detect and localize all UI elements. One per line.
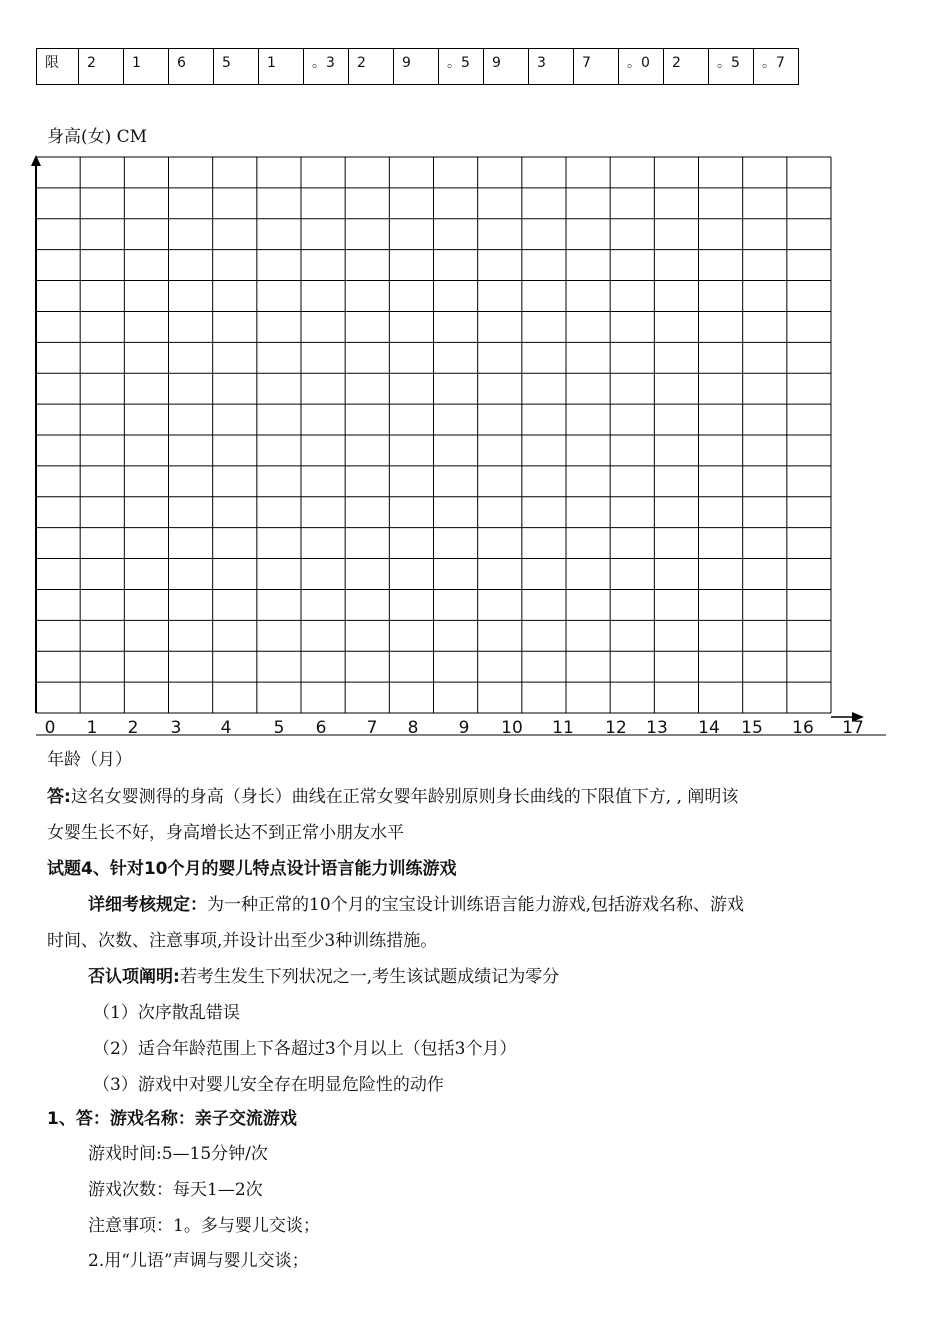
x-tick-label: 17 xyxy=(842,718,864,738)
answer-line-1 xyxy=(47,785,738,809)
neg-item-3: （3）游戏中对婴儿安全存在明显危险性的动作 xyxy=(93,1075,444,1095)
ans1-note-2: 2.用“儿语”声调与婴儿交谈； xyxy=(88,1251,309,1271)
x-tick-label: 16 xyxy=(792,718,814,738)
x-tick-label: 8 xyxy=(407,718,419,738)
x-tick-label: 5 xyxy=(273,718,285,738)
table-cell: 。0 xyxy=(619,49,664,85)
ans1-count: 游戏次数：每天1—2次 xyxy=(88,1180,263,1200)
x-tick-label: 1 xyxy=(86,718,98,738)
table-cell: 9 xyxy=(484,49,529,85)
answer-line-2: 女婴生长不好，身高增长达不到正常小朋友水平 xyxy=(47,823,404,843)
table-cell: 9 xyxy=(394,49,439,85)
x-tick-label: 6 xyxy=(315,718,327,738)
table-cell: 2 xyxy=(664,49,709,85)
x-tick-label: 10 xyxy=(501,718,523,738)
x-tick-label: 3 xyxy=(170,718,182,738)
x-tick-label: 12 xyxy=(605,718,627,738)
neg-label: 否认项阐明: xyxy=(88,967,180,987)
table-cell: 3 xyxy=(529,49,574,85)
neg-item-1: （1）次序散乱错误 xyxy=(93,1003,240,1023)
table-cell: 2 xyxy=(349,49,394,85)
table-cell: 1 xyxy=(124,49,169,85)
answer-label: 答: xyxy=(47,787,71,807)
req-text-1: 为一种正常的10个月的宝宝设计训练语言能力游戏,包括游戏名称、游戏 xyxy=(207,895,745,915)
answer-text-1: 这名女婴测得的身高（身长）曲线在正常女婴年龄别原则身长曲线的下限值下方, , 阐明该 xyxy=(70,787,739,807)
x-tick-label: 9 xyxy=(458,718,470,738)
q4-title: 试题4、针对10个月的婴儿特点设计语言能力训练游戏 xyxy=(47,859,457,879)
x-axis-label: 年龄（月） xyxy=(47,750,132,770)
table-cell: 限 xyxy=(37,49,79,85)
req-line-2: 时间、次数、注意事项,并设计出至少3种训练措施。 xyxy=(47,931,438,951)
table-cell: 2 xyxy=(79,49,124,85)
table-cell: 6 xyxy=(169,49,214,85)
x-tick-label: 4 xyxy=(220,718,232,738)
ans1-note-1: 注意事项：1。多与婴儿交谈； xyxy=(88,1216,320,1236)
chart-title: 身高(女) CM xyxy=(47,127,148,147)
table-cell: 。5 xyxy=(709,49,754,85)
neg-item-2: （2）适合年龄范围上下各超过3个月以上（包括3个月） xyxy=(93,1039,517,1059)
table-cell: 。3 xyxy=(304,49,349,85)
table-cell: 7 xyxy=(574,49,619,85)
neg-line xyxy=(88,965,559,989)
table-cell: 。5 xyxy=(439,49,484,85)
ans1-time: 游戏时间:5—15分钟/次 xyxy=(88,1144,268,1164)
table-cell: 5 xyxy=(214,49,259,85)
req-label: 详细考核规定： xyxy=(88,895,207,915)
table-cell: 。7 xyxy=(754,49,799,85)
x-tick-label: 0 xyxy=(44,718,56,738)
x-tick-label: 15 xyxy=(741,718,763,738)
neg-text: 若考生发生下列状况之一,考生该试题成绩记为零分 xyxy=(179,967,560,987)
x-tick-label: 13 xyxy=(646,718,668,738)
x-tick-label: 7 xyxy=(366,718,378,738)
ans1-title: 1、答：游戏名称：亲子交流游戏 xyxy=(47,1109,297,1129)
req-line-1 xyxy=(88,893,744,917)
table-cell: 1 xyxy=(259,49,304,85)
x-tick-label: 14 xyxy=(698,718,720,738)
x-tick-label: 2 xyxy=(127,718,139,738)
x-tick-label: 11 xyxy=(552,718,574,738)
